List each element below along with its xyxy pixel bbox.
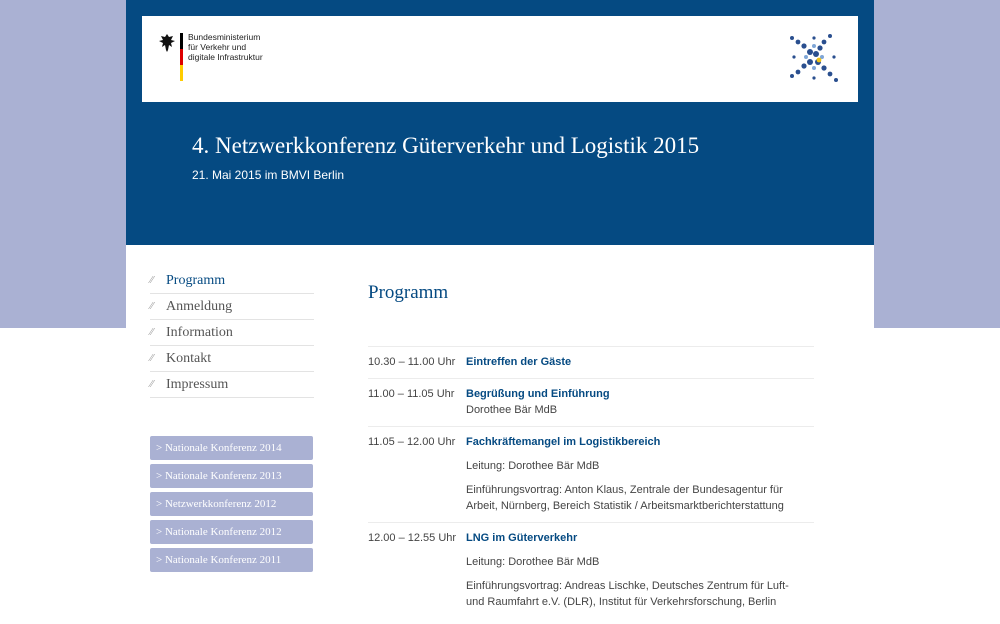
schedule-time: 10.30 – 11.00 Uhr [368, 356, 456, 368]
sidebar-nav [150, 268, 314, 398]
flag-black [180, 33, 183, 49]
schedule-vortrag-cont: Arbeit, Nürnberg, Bereich Statistik / Arbeitsmarktberichterstattung [466, 500, 784, 512]
schedule-title: Fachkräftemangel im Logistikbereich [466, 436, 661, 448]
ministry-line: Bundesministerium [188, 32, 261, 42]
schedule-details [466, 354, 814, 370]
double-slash-icon: ⁄⁄ [150, 353, 154, 364]
schedule-vortrag: Einführungsvortrag: Andreas Lischke, Deutsches Zentrum für Luft- [466, 580, 789, 592]
sidebar-item-anmeldung[interactable] [150, 294, 314, 320]
archive-button-2012[interactable]: > Nationale Konferenz 2012 [150, 520, 313, 544]
schedule-leitung: Leitung: Dorothee Bär MdB [466, 460, 600, 472]
header [126, 0, 874, 245]
schedule-leitung: Leitung: Dorothee Bär MdB [466, 556, 600, 568]
sidebar-item-impressum[interactable] [150, 372, 314, 398]
schedule-speaker: Dorothee Bär MdB [466, 404, 558, 416]
sidebar-item-label: Kontakt [166, 350, 212, 366]
double-slash-icon: ⁄⁄ [150, 379, 154, 390]
schedule-row [368, 378, 814, 426]
flag-stripe [180, 33, 183, 81]
sidebar-item-programm[interactable] [150, 268, 314, 294]
schedule-vortrag: Einführungsvortrag: Anton Klaus, Zentrale der Bundesagentur für [466, 484, 783, 496]
schedule-details [466, 434, 814, 514]
sidebar-item-label: Information [166, 324, 233, 340]
archive-links [150, 436, 314, 576]
schedule-vortrag-cont: und Raumfahrt e.V. (DLR), Institut für Verkehrsforschung, Berlin [466, 596, 777, 608]
schedule-time: 12.00 – 12.55 Uhr [368, 532, 457, 544]
logo-bar [142, 16, 858, 102]
schedule-title: Begrüßung und Einführung [466, 388, 610, 400]
schedule-row [368, 522, 814, 618]
page-subtitle: 21. Mai 2015 im BMVI Berlin [192, 168, 345, 182]
schedule [368, 346, 814, 618]
flag-red [180, 49, 183, 65]
schedule-title: LNG im Güterverkehr [466, 532, 578, 544]
schedule-details [466, 530, 814, 610]
archive-button-2013[interactable]: > Nationale Konferenz 2013 [150, 464, 313, 488]
content-title: Programm [368, 282, 449, 303]
flag-gold [180, 65, 183, 81]
schedule-time: 11.05 – 12.00 Uhr [368, 436, 456, 448]
sidebar-item-information[interactable] [150, 320, 314, 346]
ministry-line: für Verkehr und [188, 42, 247, 52]
page [126, 0, 874, 624]
archive-button-2011[interactable]: > Nationale Konferenz 2011 [150, 548, 313, 572]
schedule-title: Eintreffen der Gäste [466, 356, 572, 368]
sidebar-item-label: Impressum [166, 376, 229, 392]
sidebar-item-kontakt[interactable] [150, 346, 314, 372]
archive-button-2014[interactable]: > Nationale Konferenz 2014 [150, 436, 313, 460]
schedule-details [466, 386, 814, 418]
double-slash-icon: ⁄⁄ [150, 301, 154, 312]
sidebar-item-label: Anmeldung [166, 298, 233, 314]
schedule-row [368, 426, 814, 522]
archive-button-netzwerk-2012[interactable]: > Netzwerkkonferenz 2012 [150, 492, 313, 516]
sidebar-item-label: Programm [166, 272, 226, 288]
main-content [368, 282, 814, 608]
eagle-icon [158, 33, 176, 53]
ministry-line: digitale Infrastruktur [188, 52, 263, 62]
schedule-time: 11.00 – 11.05 Uhr [368, 388, 455, 400]
double-slash-icon: ⁄⁄ [150, 327, 154, 338]
schedule-row [368, 346, 814, 378]
star-logo-icon [786, 32, 842, 86]
ministry-name [188, 32, 263, 62]
page-title: 4. Netzwerkkonferenz Güterverkehr und Logistik 2015 [192, 133, 700, 158]
double-slash-icon: ⁄⁄ [150, 275, 154, 286]
